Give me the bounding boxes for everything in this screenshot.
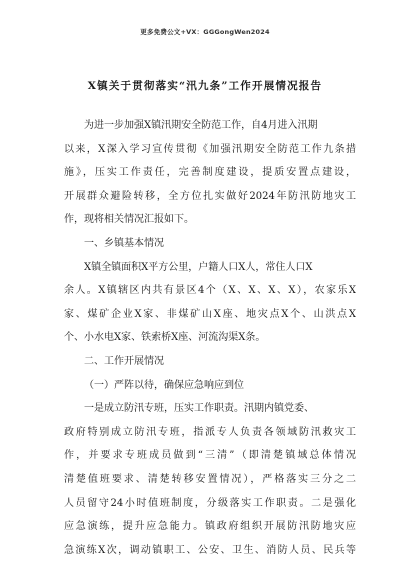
paragraph-line: 个、小水电X家、铁索桥X座、河流沟渠X条。 [64,332,266,344]
header-source-note: 更多免费公文+VX：GGGongWen2024 [140,28,270,36]
paragraph-line: 人员留守24小时值班制度，分级落实工作职责。二是强化 [64,497,356,509]
document-body [64,114,356,562]
paragraph-line: X镇全镇面积X平方公里，户籍人口X人，常住人口X [84,261,313,273]
paragraph-line: 急演练X次，调动镇职工、公安、卫生、消防人员、民兵等 [64,544,356,556]
paragraph-line: 为进一步加强X镇汛期安全防范工作，自4月进入汛期 [84,120,318,131]
paragraph-line: 开展群众避险转移，全方位扎实做好2024年防汛防地灾工 [64,190,356,202]
paragraph-line: 以来，X深入学习宣传贯彻《加强汛期安全防范工作九条措 [64,143,356,155]
paragraph-line: 政府特别成立防汛专班，指派专人负责各领域防汛救灾工 [64,426,356,438]
paragraph-line: 作，现将相关情况汇报如下。 [64,214,194,226]
paragraph-line: 应急演练，提升应急能力。镇政府组织开展防汛防地灾应 [64,521,356,533]
paragraph-line: 清楚值班要求、清楚转移安置情况），严格落实三分之二 [64,473,356,485]
paragraph-line: 余人。X镇辖区内共有景区4个（X、X、X、X），农家乐X [64,285,356,297]
paragraph-line: 施》，压实工作责任，完善制度建设，提质安置点建设， [64,167,356,179]
paragraph-line: 家、煤矿企业X家、非煤矿山X座、地灾点X个、山洪点X [64,308,356,320]
subsection-heading: （一）严阵以待，确保应急响应到位 [84,379,244,391]
document-title: X镇关于贯彻落实“汛九条”工作开展情况报告 [87,80,323,92]
paragraph-line: 一是成立防汛专班，压实工作职责。汛期内镇党委、 [84,403,314,415]
section-heading: 一、乡镇基本情况 [84,237,164,249]
section-heading: 二、工作开展情况 [84,355,164,367]
paragraph-line: 作，并要求专班成员做到“三清”（即清楚镇域总体情况 [64,450,356,462]
